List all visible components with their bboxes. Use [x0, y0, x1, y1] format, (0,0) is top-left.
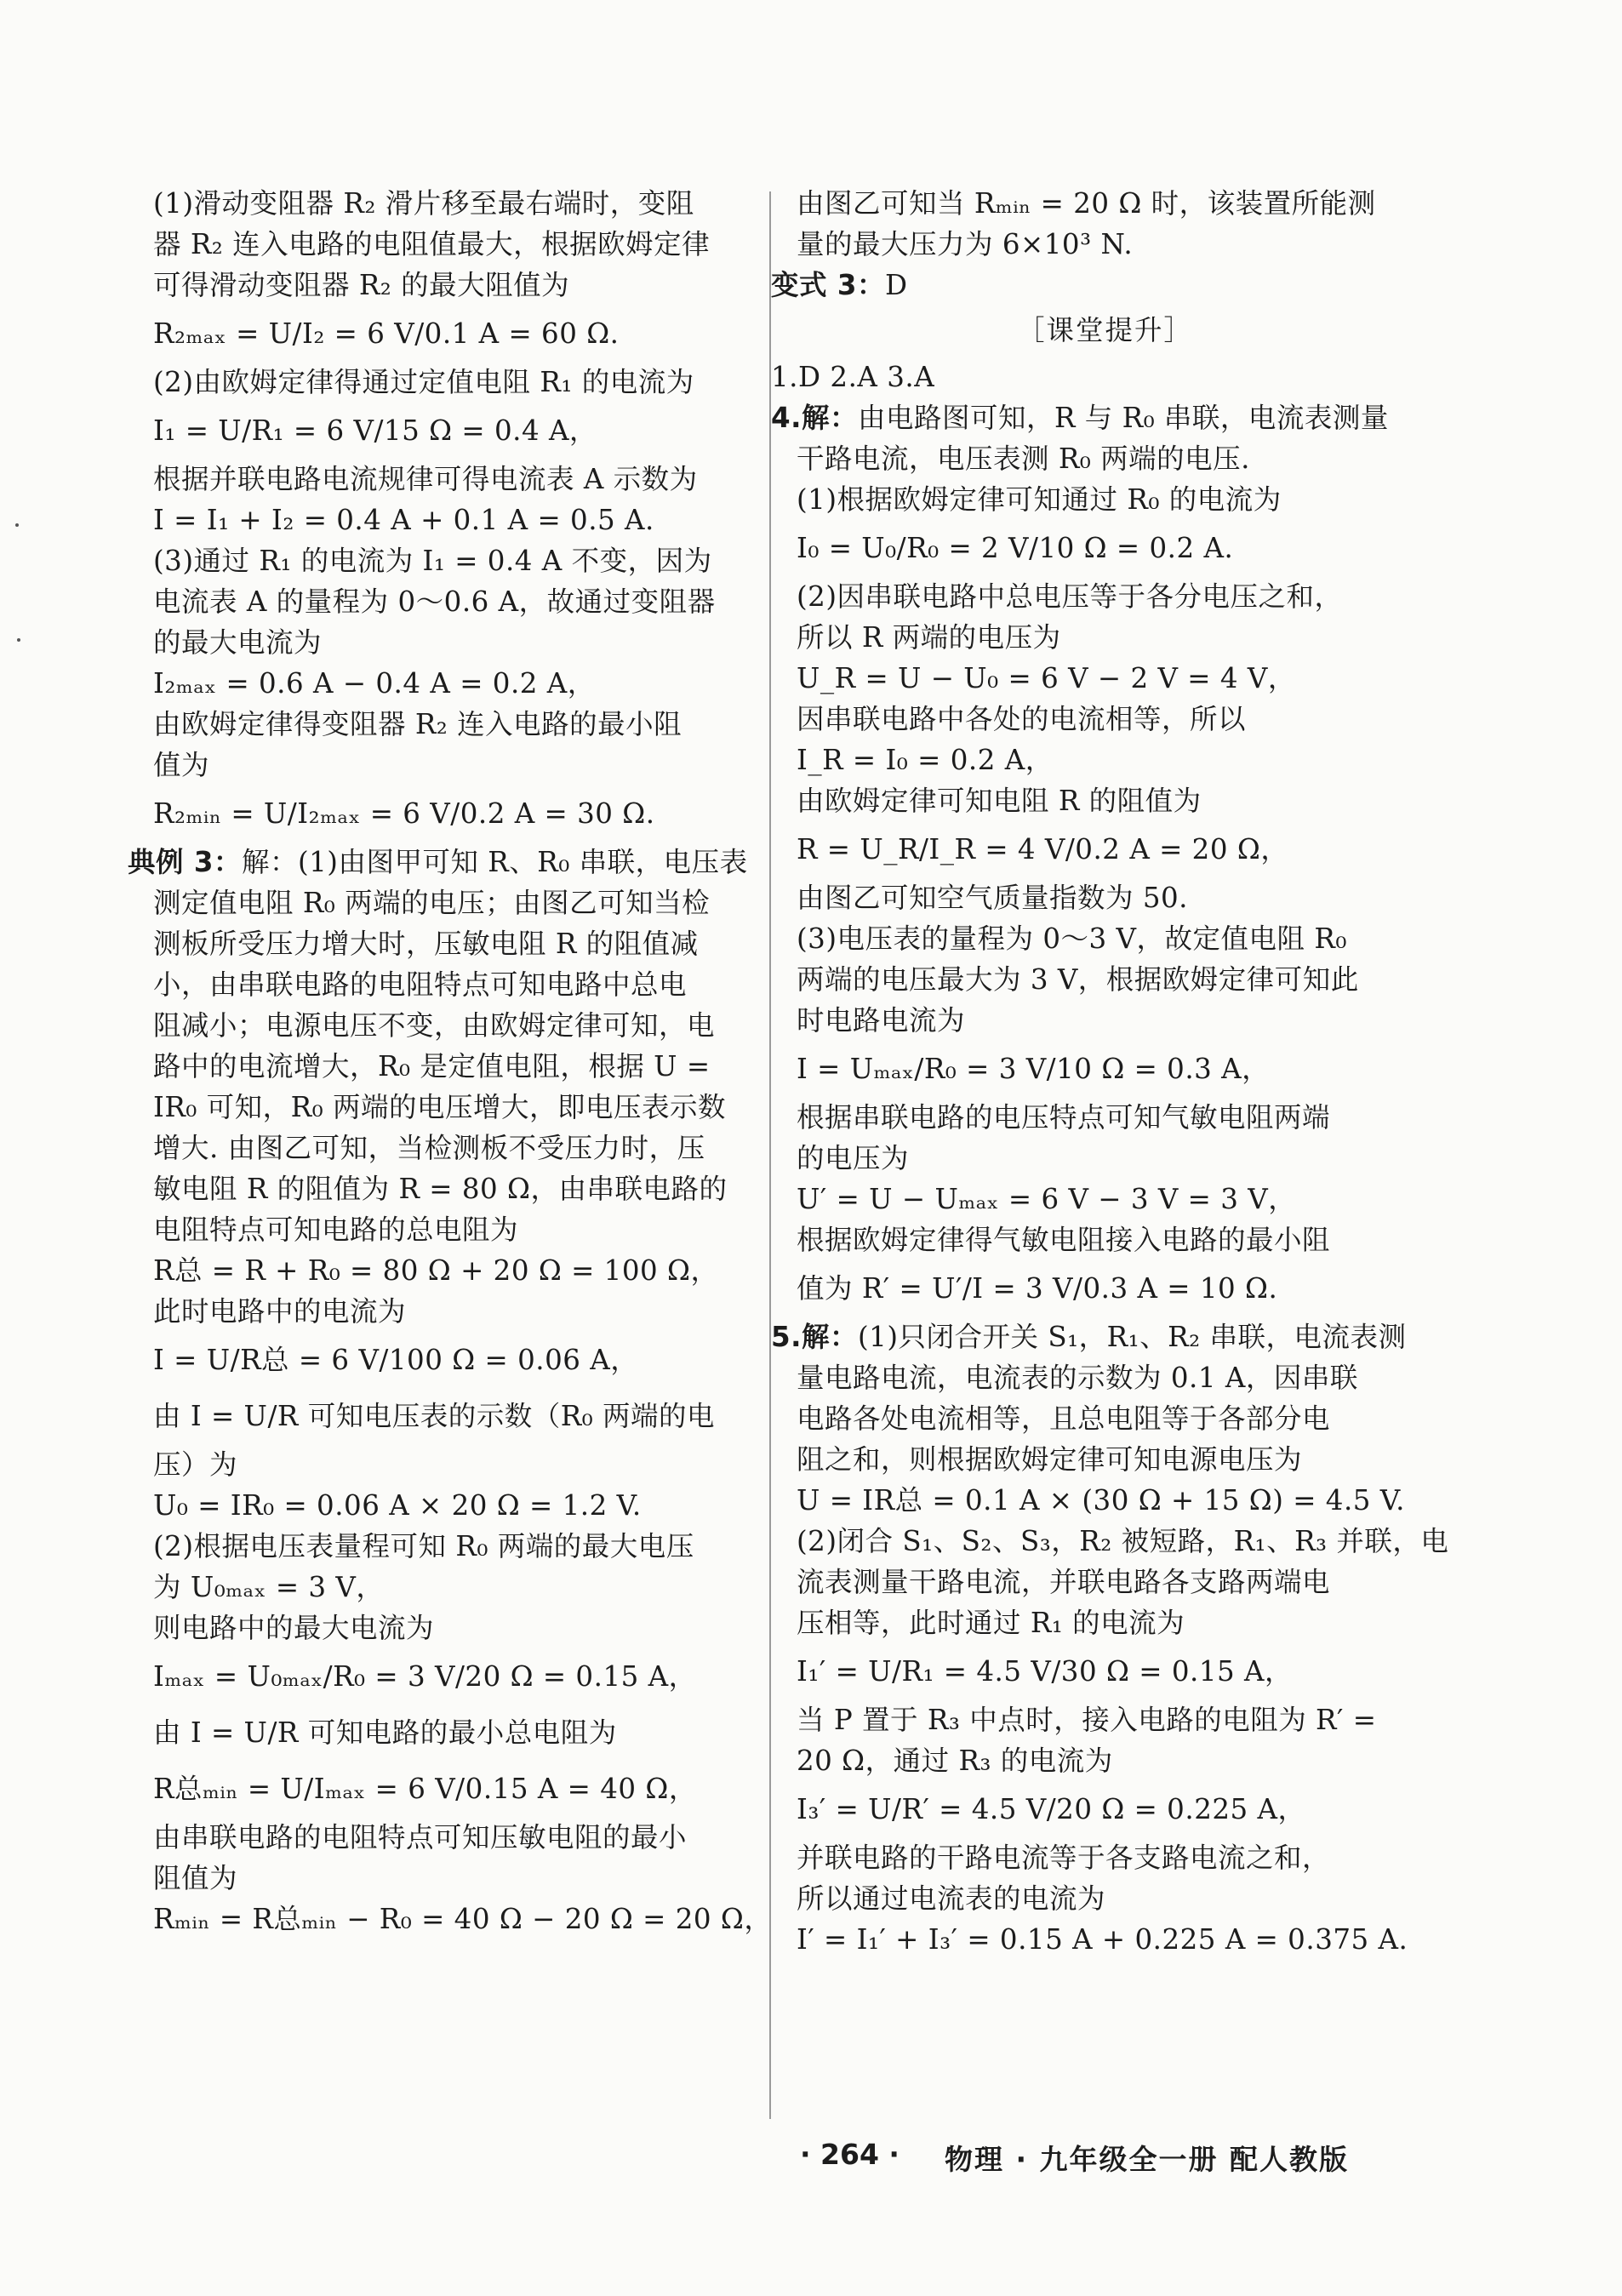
line-text: 为 U₀ₘₐₓ = 3 V， [153, 1571, 385, 1603]
text-line [797, 1357, 1414, 1398]
equation-line [797, 1041, 1414, 1097]
text-line [797, 1439, 1414, 1480]
text-line [153, 1608, 753, 1648]
line-text: 解：(1)由图甲可知 R、R₀ 串联，电压表 [241, 846, 748, 878]
text-line [128, 842, 753, 882]
line-text: 阻值为 [153, 1862, 238, 1894]
text-line [771, 265, 1414, 306]
text-line [153, 581, 753, 622]
line-text: 敏电阻 R 的阻值为 R = 80 Ω，由串联电路的 [153, 1173, 728, 1205]
equation-line [153, 1388, 753, 1444]
equation-line [153, 785, 753, 842]
text-line [797, 1398, 1414, 1439]
line-text: 值为 R′ = U′/I = 3 V/0.3 A = 10 Ω. [797, 1272, 1278, 1305]
equation-line [153, 1761, 753, 1817]
problem-label: 4.解： [771, 402, 858, 434]
line-text: 干路电流，电压表测 R₀ 两端的电压. [797, 443, 1250, 475]
text-line [797, 1097, 1414, 1138]
text-line [153, 500, 753, 540]
text-line [797, 1219, 1414, 1260]
line-text: 当 P 置于 R₃ 中点时，接入电路的电阻为 R′ = [797, 1704, 1377, 1736]
text-line [797, 959, 1414, 1000]
text-line [797, 699, 1414, 740]
line-text: 可得滑动变阻器 R₂ 的最大阻值为 [153, 269, 570, 301]
equation-line [153, 306, 753, 362]
text-line [153, 704, 753, 745]
book-title: 物理 · 九年级全一册 配人教版 [945, 2143, 1350, 2176]
text-line [153, 362, 753, 403]
equation-line [797, 821, 1414, 877]
line-text: R总ₘᵢₙ = U/Iₘₐₓ = 6 V/0.15 A = 40 Ω， [153, 1773, 697, 1805]
line-text: 测板所受压力增大时，压敏电阻 R 的阻值减 [153, 928, 699, 960]
text-line [153, 1291, 753, 1332]
line-text: 20 Ω，通过 R₃ 的电流为 [797, 1745, 1113, 1777]
line-text: 由欧姆定律得变阻器 R₂ 连入电路的最小阻 [153, 708, 682, 740]
text-line [797, 780, 1414, 821]
line-text: D [884, 269, 908, 301]
section-heading: ［课堂提升］ [1016, 314, 1193, 346]
line-text: 并联电路的干路电流等于各支路电流之和， [797, 1842, 1331, 1874]
text-line [797, 1878, 1414, 1919]
text-line [797, 877, 1414, 918]
text-line [153, 1899, 773, 1939]
line-text: Iₘₐₓ = U₀ₘₐₓ/R₀ = 3 V/20 Ω = 0.15 A， [153, 1660, 697, 1693]
text-line [797, 1699, 1414, 1740]
line-text: (2)因串联电路中总电压等于各分电压之和， [797, 580, 1343, 613]
text-line [153, 1250, 753, 1291]
text-line [153, 745, 753, 785]
text-line [771, 397, 1414, 438]
equation-line [153, 1705, 753, 1761]
text-line [797, 918, 1414, 959]
margin-dot [15, 523, 19, 527]
text-line [797, 479, 1414, 520]
text-line [797, 658, 1414, 699]
equation-line [153, 403, 753, 459]
text-line [797, 740, 1414, 780]
line-text: (2)根据电压表量程可知 R₀ 两端的最大电压 [153, 1530, 694, 1562]
line-text: (2)由欧姆定律得通过定值电阻 R₁ 的电流为 [153, 366, 694, 398]
text-line [153, 882, 753, 923]
text-line [771, 357, 1414, 397]
line-text: I₂ₘₐₓ = 0.6 A − 0.4 A = 0.2 A， [153, 667, 596, 700]
line-text: Rₘᵢₙ = R总ₘᵢₙ − R₀ = 40 Ω − 20 Ω = 20 Ω， [153, 1903, 773, 1935]
line-text: 两端的电压最大为 3 V，根据欧姆定律可知此 [797, 963, 1359, 996]
line-text: 由串联电路的电阻特点可知压敏电阻的最小 [153, 1821, 688, 1853]
margin-dot [17, 638, 20, 642]
problem-label: 5.解： [771, 1321, 858, 1353]
equation-line [153, 1648, 753, 1705]
line-text: R₂ₘₐₓ = U/I₂ = 6 V/0.1 A = 60 Ω. [153, 317, 620, 350]
line-text: 小，由串联电路的电阻特点可知电路中总电 [153, 968, 688, 1001]
text-line [797, 1919, 1414, 1960]
text-line [153, 1567, 753, 1608]
text-line [153, 265, 753, 306]
line-text: 电阻特点可知电路的总电阻为 [153, 1214, 519, 1246]
line-text: I₀ = U₀/R₀ = 2 V/10 Ω = 0.2 A. [797, 532, 1234, 564]
line-text: 的最大电流为 [153, 626, 323, 659]
line-text: 测定值电阻 R₀ 两端的电压；由图乙可知当检 [153, 887, 711, 919]
text-line [797, 1740, 1414, 1781]
line-text: 量的最大压力为 6×10³ N. [797, 228, 1134, 260]
line-text: IR₀ 可知，R₀ 两端的电压增大，即电压表示数 [153, 1091, 726, 1123]
line-text: 增大. 由图乙可知，当检测板不受压力时，压 [153, 1132, 705, 1164]
line-text: 时电路电流为 [797, 1004, 966, 1037]
line-text: 根据并联电路电流规律可得电流表 A 示数为 [153, 463, 698, 495]
problem-label: 变式 3： [771, 269, 885, 301]
line-text: 根据欧姆定律得气敏电阻接入电路的最小阻 [797, 1224, 1331, 1256]
line-text: U₀ = IR₀ = 0.06 A × 20 Ω = 1.2 V. [153, 1489, 642, 1522]
text-line [797, 438, 1414, 479]
line-text: 由 I = U/R 可知电压表的示数（R₀ 两端的电 [153, 1400, 716, 1432]
text-line [797, 617, 1414, 658]
text-line [153, 1087, 753, 1128]
line-text: 此时电路中的电流为 [153, 1295, 407, 1328]
line-text: 所以通过电流表的电流为 [797, 1882, 1106, 1915]
line-text: 压）为 [153, 1448, 238, 1481]
line-text: R总 = R + R₀ = 80 Ω + 20 Ω = 100 Ω， [153, 1254, 719, 1287]
line-text: R₂ₘᵢₙ = U/I₂ₘₐₓ = 6 V/0.2 A = 30 Ω. [153, 797, 655, 830]
line-text: (1)根据欧姆定律可知通过 R₀ 的电流为 [797, 483, 1282, 516]
line-text: 值为 [153, 749, 210, 781]
line-text: I_R = I₀ = 0.2 A， [797, 744, 1054, 776]
text-line [797, 1562, 1414, 1602]
text-line [153, 622, 753, 663]
equation-line [797, 520, 1414, 576]
line-text: 量电路电流，电流表的示数为 0.1 A，因串联 [797, 1362, 1358, 1394]
line-text: 电流表 A 的量程为 0～0.6 A，故通过变阻器 [153, 585, 716, 618]
line-text: 的电压为 [797, 1142, 910, 1174]
line-text: 压相等，此时通过 R₁ 的电流为 [797, 1607, 1185, 1639]
text-line [153, 1005, 753, 1046]
line-text: 阻之和，则根据欧姆定律可知电源电压为 [797, 1443, 1303, 1476]
text-line [797, 224, 1414, 265]
text-line [153, 1209, 753, 1250]
line-text: 由电路图可知，R 与 R₀ 串联，电流表测量 [857, 402, 1389, 434]
text-line [153, 1485, 753, 1526]
text-line [153, 1817, 753, 1858]
line-text: 由图乙可知空气质量指数为 50. [797, 882, 1189, 914]
equation-line [797, 1781, 1414, 1837]
left-column [128, 183, 773, 1939]
line-text: (3)电压表的量程为 0～3 V，故定值电阻 R₀ [797, 922, 1347, 955]
text-line [153, 1128, 753, 1168]
line-text: 流表测量干路电流，并联电路各支路两端电 [797, 1566, 1331, 1598]
line-text: I₁ = U/R₁ = 6 V/15 Ω = 0.4 A， [153, 414, 597, 447]
line-text: 则电路中的最大电流为 [153, 1612, 435, 1644]
text-line [153, 183, 753, 224]
line-text: (1)只闭合开关 S₁，R₁、R₂ 串联，电流表测 [857, 1321, 1407, 1353]
line-text: U = IR总 = 0.1 A × (30 Ω + 15 Ω) = 4.5 V. [797, 1484, 1405, 1516]
text-line [797, 183, 1414, 224]
text-line [797, 1179, 1414, 1219]
line-text: 路中的电流增大，R₀ 是定值电阻，根据 U = [153, 1050, 711, 1082]
text-line [153, 540, 753, 581]
text-line [797, 1837, 1414, 1878]
equation-line [797, 1260, 1414, 1316]
line-text: (1)滑动变阻器 R₂ 滑片移至最右端时，变阻 [153, 187, 694, 220]
text-line [797, 1521, 1449, 1562]
line-text: 由欧姆定律可知电阻 R 的阻值为 [797, 785, 1202, 817]
text-line [153, 224, 753, 265]
text-line [153, 1858, 753, 1899]
text-line [153, 1168, 753, 1209]
line-text: 器 R₂ 连入电路的电阻值最大，根据欧姆定律 [153, 228, 711, 260]
line-text: 由图乙可知当 Rₘᵢₙ = 20 Ω 时，该装置所能测 [797, 187, 1376, 220]
line-text: U_R = U − U₀ = 6 V − 2 V = 4 V， [797, 662, 1296, 694]
text-line [797, 576, 1414, 617]
line-text: I₃′ = U/R′ = 4.5 V/20 Ω = 0.225 A， [797, 1793, 1306, 1825]
text-line [153, 923, 753, 964]
column-divider [769, 191, 771, 2119]
text-line [797, 1480, 1414, 1521]
line-text: 电路各处电流相等，且总电阻等于各部分电 [797, 1402, 1331, 1435]
text-line [153, 1526, 753, 1567]
line-text: 阻减小；电源电压不变，由欧姆定律可知，电 [153, 1009, 716, 1042]
equation-line [797, 1643, 1414, 1699]
line-text: 因串联电路中各处的电流相等，所以 [797, 703, 1247, 735]
line-text: I = I₁ + I₂ = 0.4 A + 0.1 A = 0.5 A. [153, 504, 654, 536]
line-text: 所以 R 两端的电压为 [797, 621, 1061, 654]
line-text: 1.D 2.A 3.A [771, 361, 935, 393]
text-line [153, 663, 753, 704]
line-text: (3)通过 R₁ 的电流为 I₁ = 0.4 A 不变，因为 [153, 545, 712, 577]
line-text: U′ = U − Uₘₐₓ = 6 V − 3 V = 3 V， [797, 1183, 1297, 1215]
line-text: 由 I = U/R 可知电路的最小总电阻为 [153, 1716, 617, 1749]
text-line [153, 1444, 753, 1485]
text-line [771, 1316, 1414, 1357]
line-text: I = Uₘₐₓ/R₀ = 3 V/10 Ω = 0.3 A， [797, 1053, 1271, 1085]
line-text: (2)闭合 S₁、S₂、S₃，R₂ 被短路，R₁、R₃ 并联，电 [797, 1525, 1449, 1557]
line-text: R = U_R/I_R = 4 V/0.2 A = 20 Ω， [797, 833, 1289, 865]
right-column [771, 183, 1449, 1960]
line-text: I = U/R总 = 6 V/100 Ω = 0.06 A， [153, 1344, 639, 1376]
line-text: I′ = I₁′ + I₃′ = 0.15 A + 0.225 A = 0.375 A. [797, 1923, 1408, 1956]
page-number: · 264 · [800, 2138, 900, 2171]
problem-label: 典例 3： [128, 846, 242, 878]
text-line [797, 1602, 1414, 1643]
text-line [153, 1046, 753, 1087]
text-line [153, 964, 753, 1005]
text-line [797, 1138, 1414, 1179]
equation-line [153, 1332, 753, 1388]
line-text: I₁′ = U/R₁ = 4.5 V/30 Ω = 0.15 A， [797, 1655, 1293, 1688]
text-line [153, 459, 753, 500]
text-line [797, 1000, 1414, 1041]
line-text: 根据串联电路的电压特点可知气敏电阻两端 [797, 1101, 1331, 1134]
